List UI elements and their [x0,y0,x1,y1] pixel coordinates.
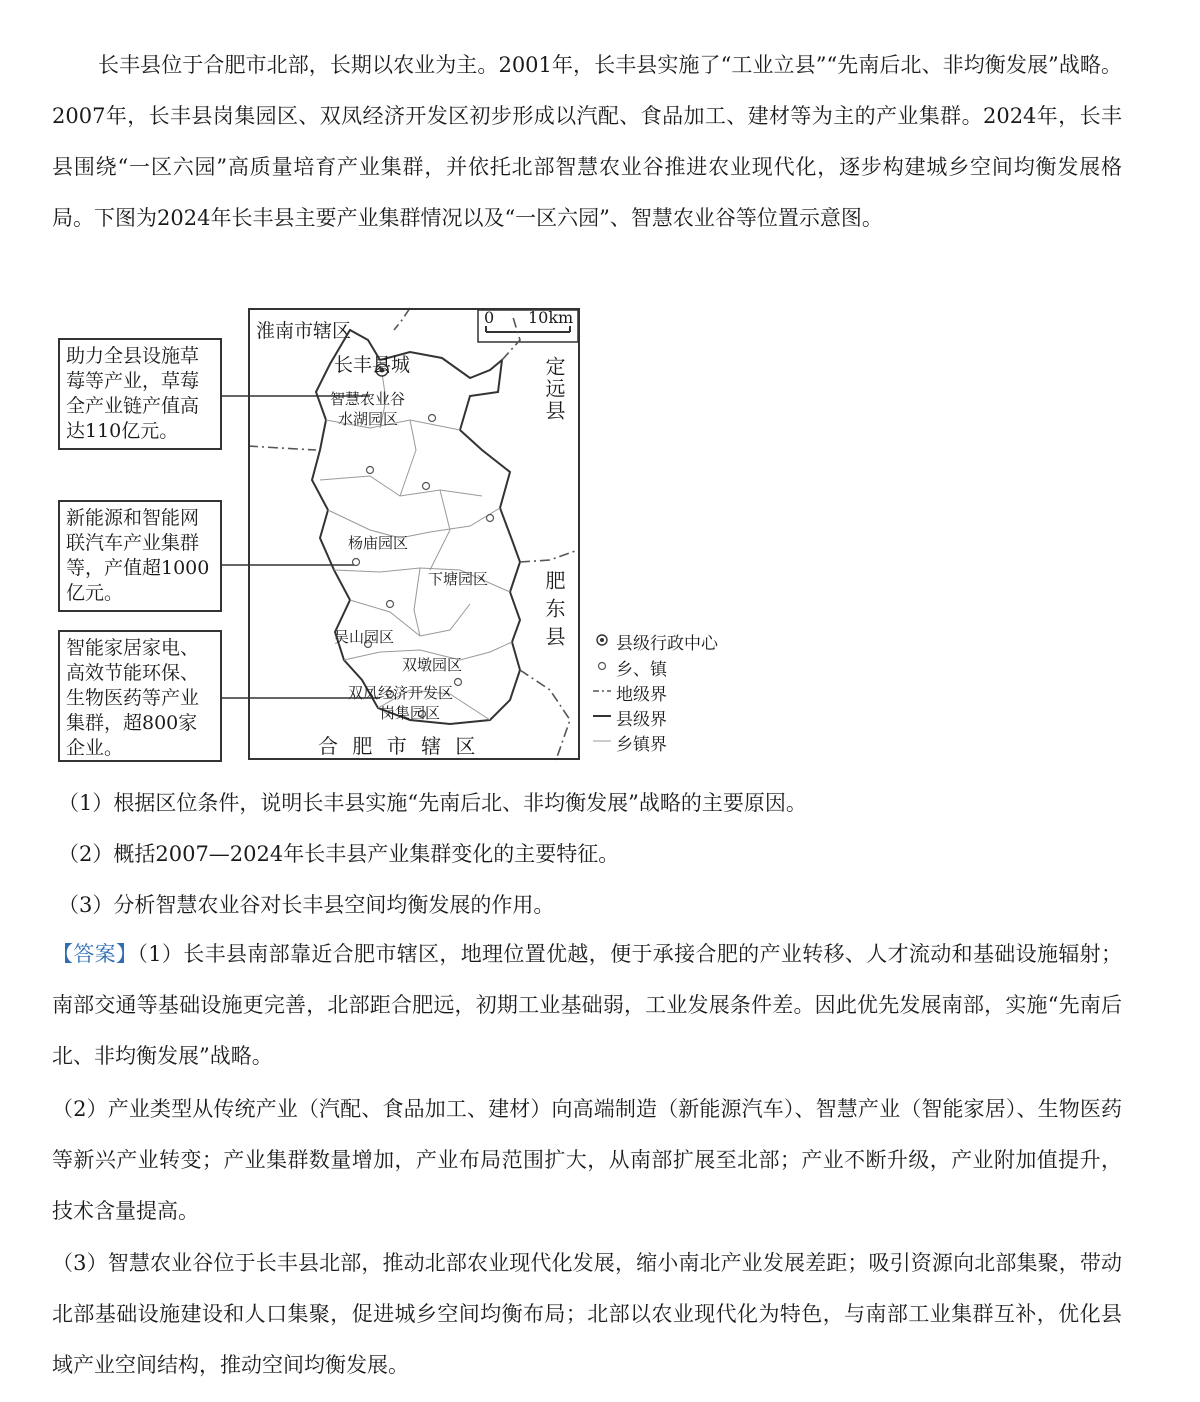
answer-3: （3）智慧农业谷位于长丰县北部，推动北部农业现代化发展，缩小南北产业发展差距；吸引资源向北部集聚，带动北部基础设施建设和人口集聚，促进城乡空间均衡布局；北部以农业现代化为特色，与南部工业集群互补，优化县域产业空间结构，推动空间均衡发展。 [52,1251,1122,1377]
park-label-shuangfeng: 双凤经济开发区 [348,684,454,702]
county-seat-label: 长丰县城 [334,354,411,376]
callout-text: 助力全县设施草莓等产业，草莓全产业链产值高达110亿元。 [66,345,200,442]
question-1: （1）根据区位条件，说明长丰县实施“先南后北、非均衡发展”战略的主要原因。 [58,791,807,815]
legend-label-county-boundary: 县级界 [616,710,667,730]
question-2: （2）概括2007—2024年长丰县产业集群变化的主要特征。 [58,842,620,866]
answer-tag: 【答案】 [52,942,138,966]
answer-1-text: （1）长丰县南部靠近合肥市辖区，地理位置优越，便于承接合肥的产业转移、人才流动和基础设施辐射；南部交通等基础设施更完善，北部距合肥远，初期工业基础弱，工业发展条件差。因此优先发展南部，实施“先南后北、非均衡发展”战略。 [52,942,1123,1068]
east-county-label-dingyuan: 定远县 [542,356,566,422]
park-label-yangmiao: 杨庙园区 [348,534,409,552]
answer-2: （2）产业类型从传统产业（汽配、食品加工、建材）向高端制造（新能源汽车）、智慧产业（智能家居）、生物医药等新兴产业转变；产业集群数量增加，产业布局范围扩大，从南部扩展至北部；产业不断升级，产业附加值提升，技术含量提高。 [52,1097,1122,1223]
north-area-label: 淮南市辖区 [256,320,352,342]
park-label-wushan: 吴山园区 [334,628,395,646]
scale-zero-label: 0 [484,308,495,327]
intro-paragraph: 长丰县位于合肥市北部，长期以农业为主。2001年，长丰县实施了“工业立县”“先南后北、非均衡发展”战略。2007年，长丰县岗集园区、双凤经济开发区初步形成以汽配、食品加工、建材等为主的产业集群。2024年，长丰县围绕“一区六园”高质量培育产业集群，并依托北部智慧农业谷推进农业现代化，逐步构建城乡空间均衡发展格局。下图为2024年长丰县主要产业集群情况以及“一区六园”、智慧农业谷等位置示意图。 [52,53,1122,230]
legend-label-county-center: 县级行政中心 [616,634,718,654]
park-label-zhihui: 智慧农业谷 [330,390,406,408]
callout-text: 智能家居家电、高效节能环保、生物医药等产业集群，超800家企业。 [66,637,200,759]
answer-1 [52,929,1122,1082]
legend-label-town: 乡、镇 [616,660,667,680]
east-county-label-feidong: 肥东县 [542,570,566,654]
park-label-xiatang: 下塘园区 [428,570,489,588]
south-area-label: 合 肥 市 辖 区 [318,734,480,758]
legend-label-prefecture-boundary: 地级界 [616,685,667,705]
town-icon [599,663,606,670]
map-figure [50,300,750,770]
callout-text: 新能源和智能网联汽车产业集群等，产值超1000亿元。 [66,507,210,604]
park-label-shuihu: 水湖园区 [338,410,399,428]
park-label-shuangdun: 双墩园区 [402,656,463,674]
scale-value-label: 10km [528,308,574,327]
park-label-gangji: 岗集园区 [380,704,441,722]
question-3: （3）分析智慧农业谷对长丰县空间均衡发展的作用。 [58,893,555,917]
legend-label-township-boundary: 乡镇界 [616,735,667,755]
